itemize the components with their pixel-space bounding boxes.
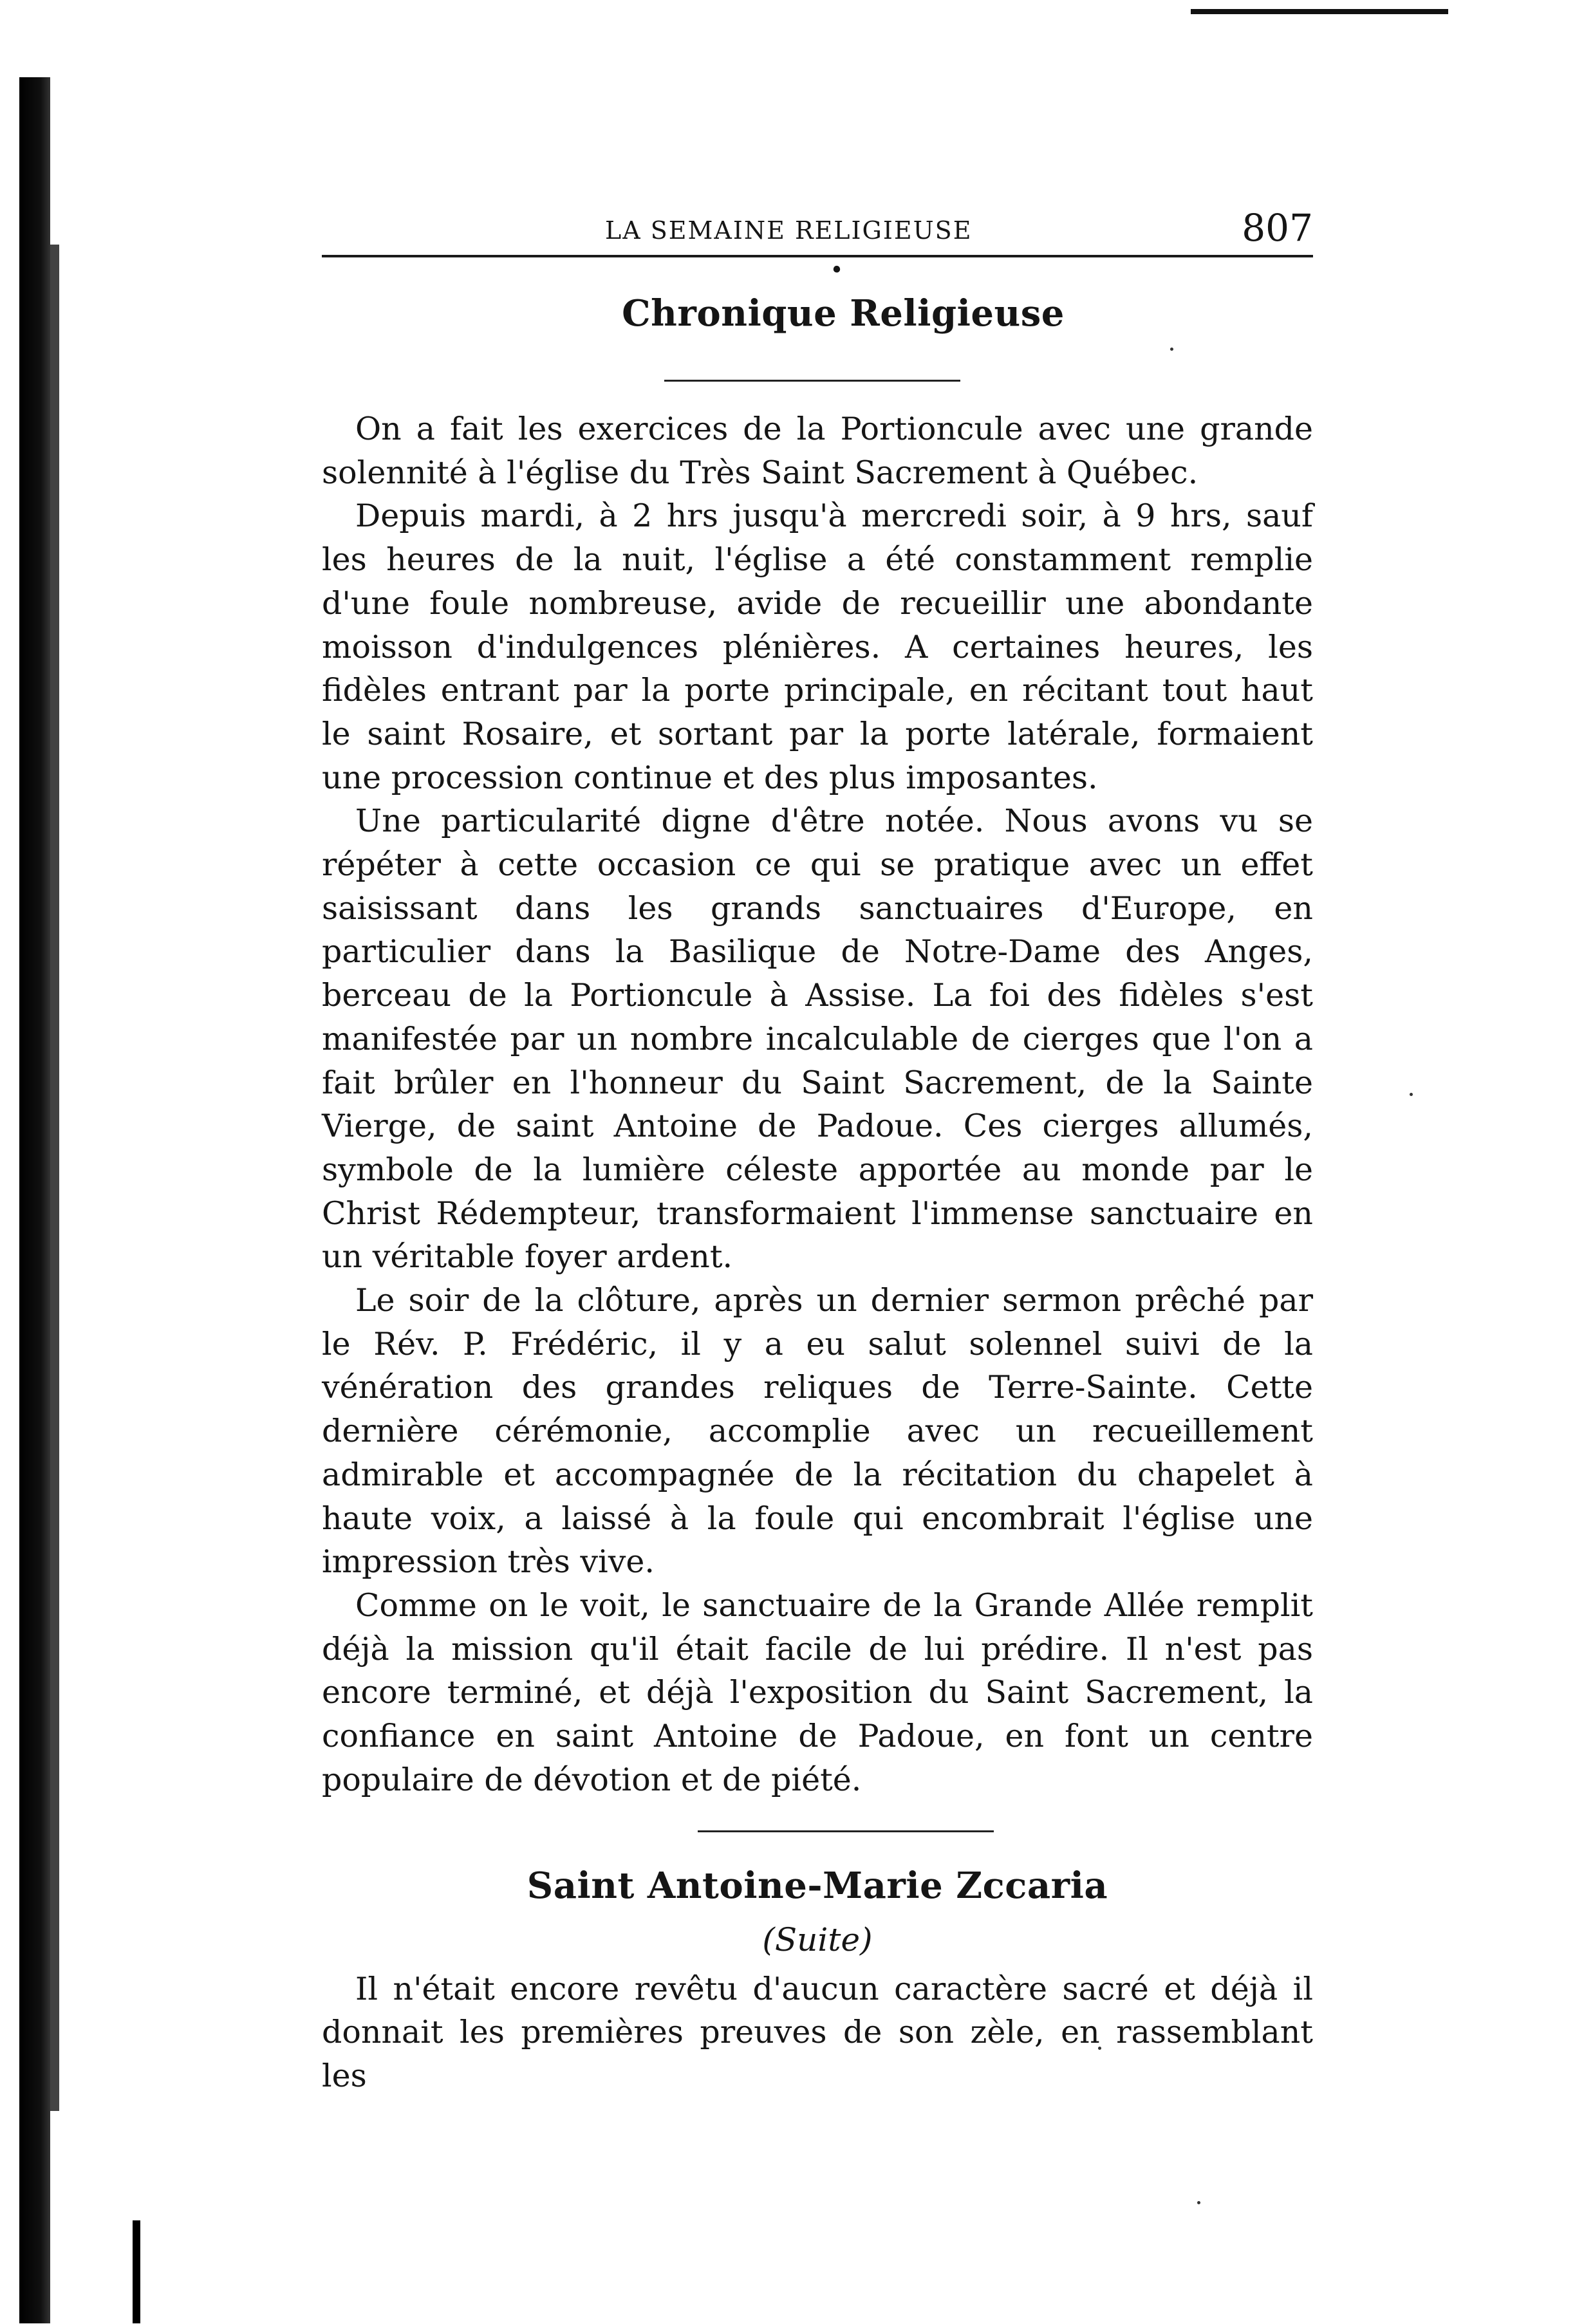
paragraph: Comme on le voit, le sanctuaire de la Grande Allée remplit déjà la mission qu'il était facile de lui prédire. Il n'est pas encore terminé, et déjà l'exposition du Saint Sacrement, la confiance en saint Antoine de Padoue, en font un centre populaire de dévotion et de piété. (322, 1586, 1313, 1798)
bullet-ornament: • (830, 257, 844, 284)
section-subtitle: (Suite) (762, 1920, 873, 1958)
running-title: LA SEMAINE RELIGIEUSE (605, 216, 973, 245)
scan-speck (1410, 1093, 1413, 1096)
section-divider (698, 1830, 994, 1832)
section-title-chronique: Chronique Religieuse (622, 292, 1065, 335)
saint-body (322, 1967, 1313, 2098)
paragraph: Depuis mardi, à 2 hrs jusqu'à mercredi soir, à 9 hrs, sauf les heures de la nuit, l'église a été constamment remplie d'une foule nombreuse, avide de recueillir une abondante moisson d'indulgences plénières. A certaines heures, les fidèles entrant par la porte principale, en récitant tout haut le saint Rosaire, et sortant par la porte latérale, formaient une procession continue et des plus imposantes. (322, 497, 1313, 796)
scan-binding-mark (133, 2220, 140, 2323)
running-header (322, 206, 1313, 251)
chronique-body (322, 407, 1313, 1802)
paragraph: On a fait les exercices de la Portioncule avec une grande solennité à l'église du Très Saint Sacrement à Québec. (322, 411, 1313, 491)
paragraph: Le soir de la clôture, après un dernier sermon prêché par le Rév. P. Frédéric, il y a eu salut solennel suivi de la vénération des grandes reliques de Terre-Sainte. Cette dernière cérémonie, accomplie avec un recueillement admirable et accompagnée de la récitation du chapelet à haute voix, a laissé à la foule qui encombrait l'église une impression très vive. (322, 1282, 1313, 1581)
section-divider (664, 380, 960, 382)
paragraph: Une particularité digne d'être notée. Nous avons vu se répéter à cette occasion ce qui se pratique avec un effet saisissant dans les grands sanctuaires d'Europe, en particulier dans la Basilique de Notre-Dame des Anges, berceau de la Portioncule à Assise. La foi des fidèles s'est manifestée par un nombre incalculable de cierges que l'on a fait brûler en l'honneur du Saint Sacrement, de la Sainte Vierge, de saint Antoine de Padoue. Ces cierges allumés, symbole de la lumière céleste apportée au monde par le Christ Rédempteur, transformaient l'immense sanctuaire en un véritable foyer ardent. (322, 803, 1313, 1276)
book-page (322, 206, 1313, 2098)
section-title-saint: Saint Antoine-Marie Zccaria (527, 1864, 1108, 1907)
scan-top-rule (1191, 9, 1448, 14)
page-number: 807 (1242, 206, 1313, 250)
scan-binding-shadow (19, 77, 50, 2323)
paragraph: Il n'était encore revêtu d'aucun caractère sacré et déjà il donnait les premières preuves de son zèle, en rassemblant les (322, 1970, 1313, 2094)
scan-speck (1197, 2201, 1200, 2204)
scan-binding-shadow-inner (50, 245, 59, 2111)
header-rule (322, 255, 1313, 257)
